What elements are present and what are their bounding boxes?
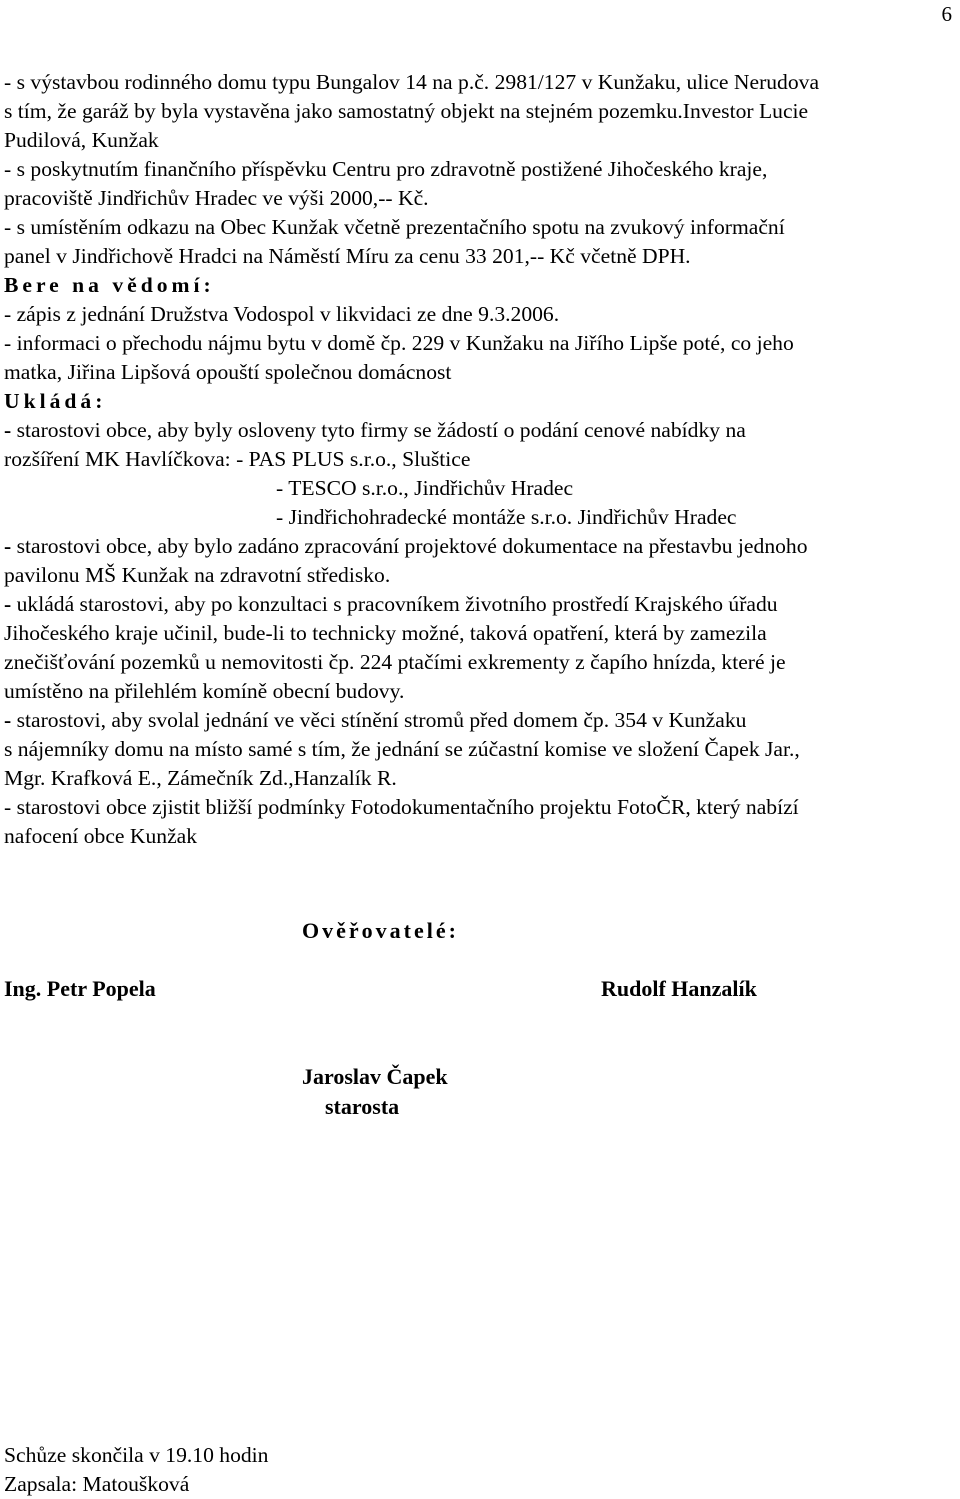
mayor-role: starosta xyxy=(325,1094,400,1119)
text-line xyxy=(4,706,954,735)
text-line-content: starostovi, aby svolal jednání ve věci stínění stromů před domem čp. 354 v Kunžaku xyxy=(11,708,747,732)
text-line xyxy=(4,416,954,445)
text-line: panel v Jindřichově Hradci na Náměstí Míru za cenu 33 201,-- Kč včetně DPH. xyxy=(4,244,691,268)
text-line: Jihočeského kraje učinil, bude-li to technicky možné, taková opatření, která by zamezila xyxy=(4,621,767,645)
text-line: - s poskytnutím finančního příspěvku Centru pro zdravotně postižené Jihočeského kraje, xyxy=(4,157,768,181)
text-line: - TESCO s.r.o., Jindřichův Hradec xyxy=(276,476,574,500)
mayor-name: Jaroslav Čapek xyxy=(302,1064,448,1089)
text-line: nafocení obce Kunžak xyxy=(4,824,198,848)
text-line: pracoviště Jindřichův Hradec ve výši 2000,-- Kč. xyxy=(4,186,429,210)
text-line: umístěno na přilehlém komíně obecní budovy. xyxy=(4,679,405,703)
verifier-right-name: Rudolf Hanzalík xyxy=(601,976,757,1001)
bullet-dash: - xyxy=(4,708,12,732)
text-line: - starostovi obce zjistit bližší podmínky Fotodokumentačního projektu FotoČR, který nabízí xyxy=(4,795,799,819)
text-line xyxy=(4,532,954,561)
text-line: - informaci o přechodu nájmu bytu v domě čp. 229 v Kunžaku na Jiřího Lipše poté, co jeho xyxy=(4,331,794,355)
minutes-body xyxy=(4,68,954,851)
verifier-left-name: Ing. Petr Popela xyxy=(4,976,156,1001)
text-line: - s výstavbou rodinného domu typu Bungalov 14 na p.č. 2981/127 v Kunžaku, ulice Nerudova xyxy=(4,70,820,94)
bullet-dash: - xyxy=(4,534,12,558)
recorded-by-note: Zapsala: Matoušková xyxy=(4,1472,190,1496)
text-line: - zápis z jednání Družstva Vodospol v likvidaci ze dne 9.3.2006. xyxy=(4,302,560,326)
footer xyxy=(4,1441,268,1499)
text-line-content: starostovi obce, aby byly osloveny tyto firmy se žádostí o podání cenové nabídky na xyxy=(11,418,746,442)
section-heading: Ukládá: xyxy=(4,389,107,413)
section-heading: Bere na vědomí: xyxy=(4,273,215,297)
bullet-dash: - xyxy=(4,592,12,616)
text-line: - s umístěním odkazu na Obec Kunžak včetně prezentačního spotu na zvukový informační xyxy=(4,215,785,239)
bullet-dash: - xyxy=(4,418,12,442)
text-line-content: starostovi obce, aby bylo zadáno zpracování projektové dokumentace na přestavbu jednoho xyxy=(11,534,808,558)
text-line: rozšíření MK Havlíčkova: - PAS PLUS s.r.o., Sluštice xyxy=(4,447,471,471)
page-number: 6 xyxy=(941,2,952,26)
verifiers-heading: Ověřovatelé: xyxy=(302,918,459,943)
text-line-content: ukládá starostovi, aby po konzultaci s pracovníkem životního prostředí Krajského úřadu xyxy=(11,592,778,616)
text-line: Pudilová, Kunžak xyxy=(4,128,159,152)
text-line: s nájemníky domu na místo samé s tím, že jednání se zúčastní komise ve složení Čapek Jar., xyxy=(4,737,800,761)
text-line: matka, Jiřina Lipšová opouští společnou domácnost xyxy=(4,360,452,384)
text-line xyxy=(4,590,954,619)
text-line: - Jindřichohradecké montáže s.r.o. Jindřichův Hradec xyxy=(276,505,737,529)
text-line: s tím, že garáž by byla vystavěna jako samostatný objekt na stejném pozemku.Investor Lucie xyxy=(4,99,809,123)
text-line: pavilonu MŠ Kunžak na zdravotní středisko. xyxy=(4,563,391,587)
meeting-end-note: Schůze skončila v 19.10 hodin xyxy=(4,1443,269,1467)
text-line: znečišťování pozemků u nemovitosti čp. 224 ptačími exkrementy z čapího hnízda, které je xyxy=(4,650,786,674)
text-line: Mgr. Krafková E., Zámečník Zd.,Hanzalík R. xyxy=(4,766,397,790)
